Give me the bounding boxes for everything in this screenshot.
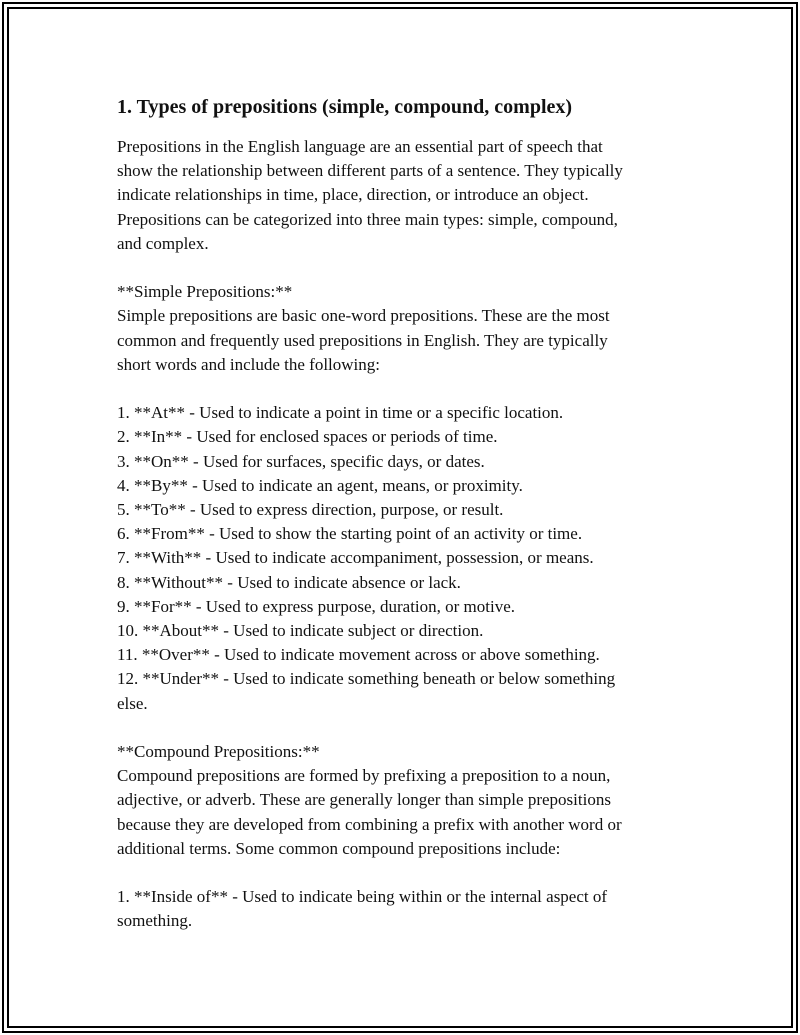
blank-line bbox=[117, 861, 677, 885]
list-item: 4. **By** - Used to indicate an agent, means, or proximity. bbox=[117, 475, 523, 495]
section-heading-compound: **Compound Prepositions:** bbox=[117, 742, 320, 762]
document-body bbox=[117, 94, 677, 934]
text-line: additional terms. Some common compound prepositions include: bbox=[117, 838, 561, 858]
page-title: 1. Types of prepositions (simple, compound, complex) bbox=[117, 96, 573, 118]
list-item: 6. **From** - Used to show the starting point of an activity or time. bbox=[117, 524, 583, 544]
list-item: 10. **About** - Used to indicate subject or direction. bbox=[117, 621, 484, 641]
list-item: 8. **Without** - Used to indicate absence or lack. bbox=[117, 572, 461, 592]
list-item: 1. **At** - Used to indicate a point in time or a specific location. bbox=[117, 403, 564, 423]
list-item: 12. **Under** - Used to indicate something beneath or below something bbox=[117, 669, 616, 689]
text-line: Simple prepositions are basic one-word prepositions. These are the most bbox=[117, 306, 610, 326]
text-line: Prepositions in the English language are an essential part of speech that bbox=[117, 137, 603, 156]
text-line: Compound prepositions are formed by prefixing a preposition to a noun, bbox=[117, 766, 611, 786]
text-line: indicate relationships in time, place, direction, or introduce an object. bbox=[117, 185, 589, 205]
list-item: 3. **On** - Used for surfaces, specific days, or dates. bbox=[117, 451, 485, 471]
list-item: 9. **For** - Used to express purpose, duration, or motive. bbox=[117, 596, 516, 616]
body-text bbox=[117, 135, 677, 934]
text-line: and complex. bbox=[117, 233, 209, 253]
list-item: 11. **Over** - Used to indicate movement across or above something. bbox=[117, 645, 600, 665]
section-heading-simple: **Simple Prepositions:** bbox=[117, 282, 293, 302]
blank-line bbox=[117, 377, 677, 401]
list-item: 7. **With** - Used to indicate accompaniment, possession, or means. bbox=[117, 548, 594, 568]
text-line: Prepositions can be categorized into three main types: simple, compound, bbox=[117, 209, 618, 229]
text-line: short words and include the following: bbox=[117, 354, 380, 374]
list-item: 1. **Inside of** - Used to indicate being within or the internal aspect of bbox=[117, 887, 608, 907]
text-line: show the relationship between different parts of a sentence. They typically bbox=[117, 161, 623, 181]
text-line: because they are developed from combining a prefix with another word or bbox=[117, 814, 622, 834]
list-item: 2. **In** - Used for enclosed spaces or periods of time. bbox=[117, 427, 498, 447]
text-line: common and frequently used prepositions in English. They are typically bbox=[117, 330, 608, 350]
list-item-continuation: else. bbox=[117, 693, 148, 713]
text-line: adjective, or adverb. These are generally longer than simple prepositions bbox=[117, 790, 611, 810]
list-item-continuation: something. bbox=[117, 911, 193, 931]
list-item: 5. **To** - Used to express direction, purpose, or result. bbox=[117, 500, 504, 520]
blank-line bbox=[117, 716, 677, 740]
blank-line bbox=[117, 256, 677, 280]
